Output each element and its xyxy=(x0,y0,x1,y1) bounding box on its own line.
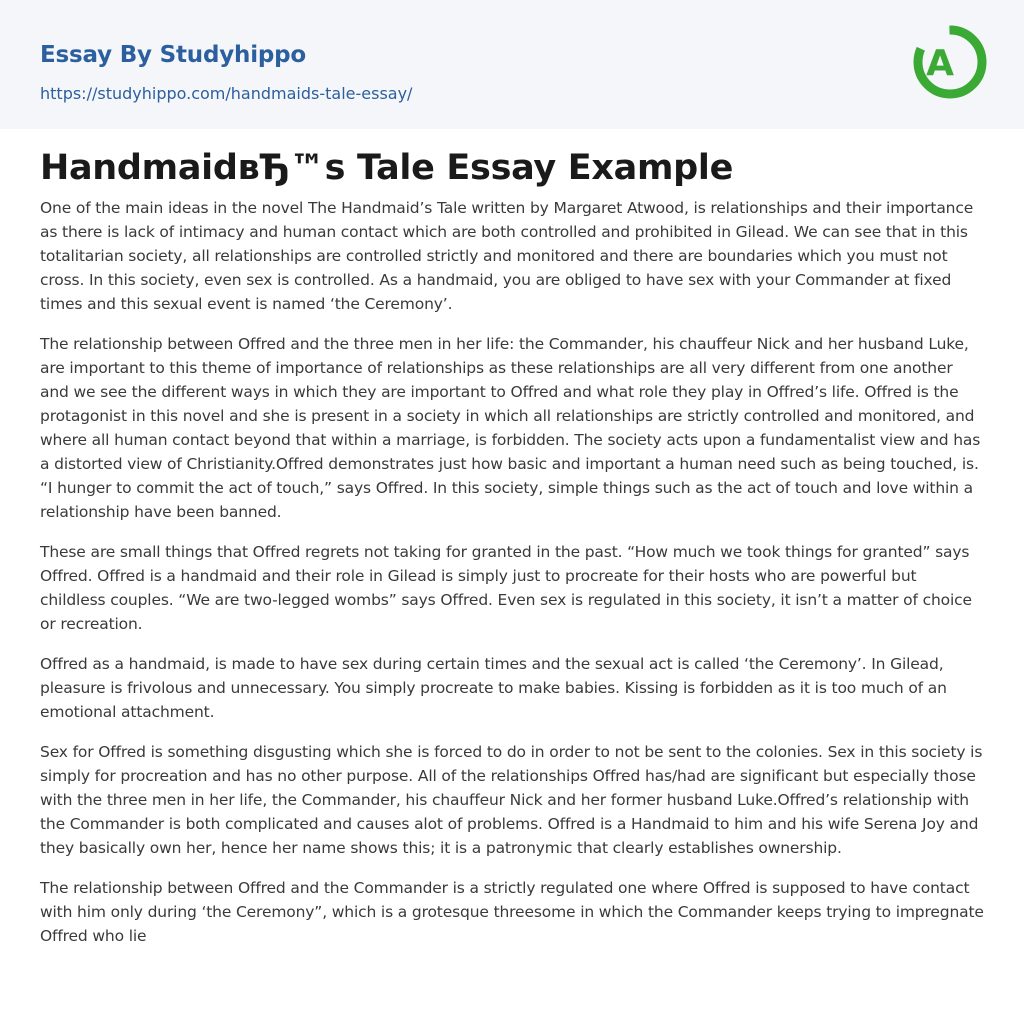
site-title[interactable]: Essay By Studyhippo xyxy=(40,42,307,68)
article-url-link[interactable]: https://studyhippo.com/handmaids-tale-essay/ xyxy=(40,84,413,103)
page-title: HandmaidвЂ™s Tale Essay Example xyxy=(40,148,734,188)
paragraph: The relationship between Offred and the three men in her life: the Commander, his chauffeur Nick and her husband Luke, are important to this theme of importance of relationships as these relationships are all very different from one another and we see the different ways in which they are important to Offred and what role they play in Offred’s life. Offred is the protagonist in this novel and she is present in a society in which all relationships are strictly controlled and monitored, and where all human contact beyond that within a marriage, is forbidden. The society acts upon a fundamentalist view and has a distorted view of Christianity.Offred demonstrates just how basic and important a human need such as being touched, is. “I hunger to commit the act of touch,” says Offred. In this society, simple things such as the act of touch and love within a relationship have been banned. xyxy=(40,335,981,521)
studyhippo-logo-icon[interactable] xyxy=(912,18,988,106)
site-header xyxy=(0,0,1024,129)
paragraph: Sex for Offred is something disgusting which she is forced to do in order to not be sent to the colonies. Sex in this society is simply for procreation and has no other purpose. All of the relationships Offred has/had are significant but especially those with the three men in her life, the Commander, his chauffeur Nick and her former husband Luke.Offred’s relationship with the Commander is both complicated and causes alot of problems. Offred is a Handmaid to him and his wife Serena Joy and they basically own her, hence her name shows this; it is a patronymic that clearly establishes ownership. xyxy=(40,743,983,857)
paragraph: One of the main ideas in the novel The Handmaid’s Tale written by Margaret Atwood, is relationships and their importance as there is lack of intimacy and human contact which are both controlled and prohibited in Gilead. We can see that in this totalitarian society, all relationships are controlled strictly and monitored and there are boundaries which you must not cross. In this society, even sex is controlled. As a handmaid, you are obliged to have sex with your Commander at fixed times and this sexual event is named ‘the Ceremony’. xyxy=(40,199,974,313)
paragraph: Offred as a handmaid, is made to have sex during certain times and the sexual act is called ‘the Ceremony’. In Gilead, pleasure is frivolous and unnecessary. You simply procreate to make babies. Kissing is forbidden as it is too much of an emotional attachment. xyxy=(40,655,947,721)
paragraph: The relationship between Offred and the Commander is a strictly regulated one where Offred is supposed to have contact with him only during ‘the Ceremony”, which is a grotesque threesome in which the Commander keeps trying to impregnate Offred who lie xyxy=(40,879,984,945)
logo-letter: A xyxy=(926,43,954,84)
article-body xyxy=(40,144,986,964)
paragraph: These are small things that Offred regrets not taking for granted in the past. “How much we took things for granted” says Offred. Offred is a handmaid and their role in Gilead is simply just to procreate for their hosts who are powerful but childless couples. “We are two-legged wombs” says Offred. Even sex is regulated in this society, it isn’t a matter of choice or recreation. xyxy=(40,543,972,633)
